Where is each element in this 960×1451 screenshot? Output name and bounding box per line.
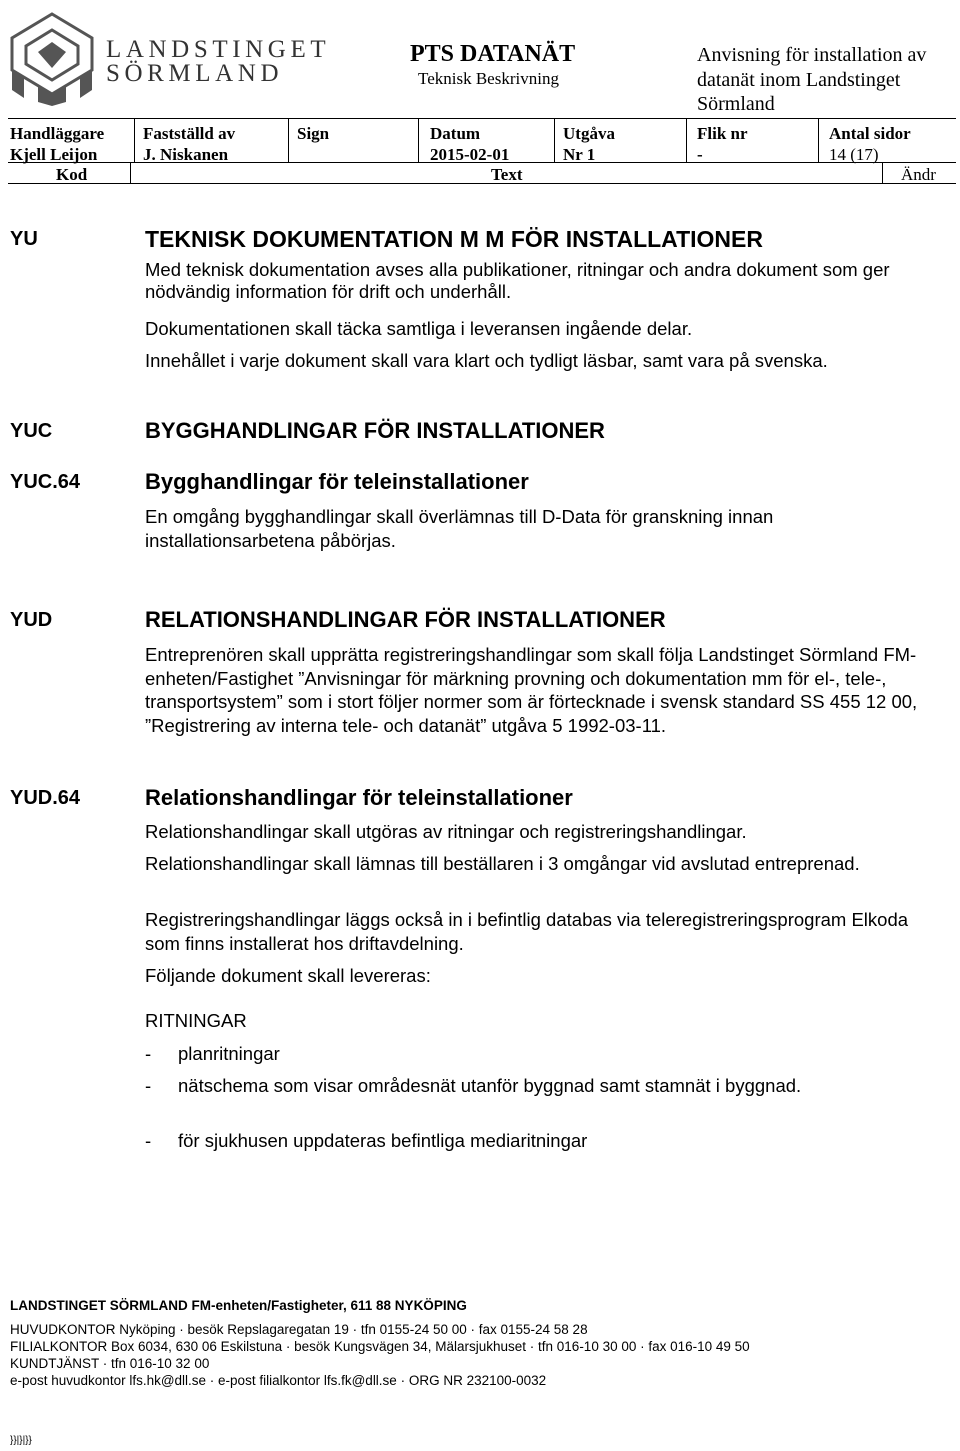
column-header-andr: Ändr — [901, 165, 936, 184]
fliknr-label: Flik nr — [697, 124, 748, 143]
paragraph: En omgång bygghandlingar skall överlämnas till D-Data för granskning innan installationsarbetena påbörjas. — [145, 506, 774, 551]
grid-line — [130, 162, 131, 184]
logo-text-line2: SÖRMLAND — [106, 60, 284, 87]
footer-line: HUVUDKONTOR Nyköping · besök Repslagaregatan 19 · tfn 0155-24 50 00 · fax 0155-24 58 28 — [10, 1322, 588, 1337]
grid-line — [882, 162, 883, 184]
paragraph: Dokumentationen skall täcka samtliga i leveransen ingående delar. — [145, 318, 693, 339]
section-code-yuc64: YUC.64 — [10, 471, 81, 493]
utgava-value: Nr 1 — [563, 145, 596, 164]
section-heading-yuc: BYGGHANDLINGAR FÖR INSTALLATIONER — [145, 418, 605, 443]
antal-sidor-value: 14 (17) — [829, 145, 879, 164]
list-title: RITNINGAR — [145, 1010, 247, 1031]
paragraph: Entreprenören skall upprätta registreringshandlingar som skall följa Landstinget Sörmland FM-enheten/Fastighet ”Anvisningar för märkning provning och dokumentation mm för el-, tele-, transportsystem” som i stort följer normer som är förtecknade i svensk standard SS 455 12 00, ”Registrering av interna tele- och datanät” utgåva 5 1992-03-11. — [145, 644, 918, 736]
paragraph: Innehållet i varje dokument skall vara klart och tydligt läsbar, samt vara på svenska. — [145, 350, 828, 371]
paragraph: Med teknisk dokumentation avses alla publikationer, ritningar och andra dokument som ger nödvändig information för drift och underhåll. — [145, 259, 890, 302]
faststalld-value: J. Niskanen — [143, 145, 229, 164]
section-heading-yud: RELATIONSHANDLINGAR FÖR INSTALLATIONER — [145, 607, 666, 632]
section-code-yuc: YUC — [10, 420, 53, 442]
faststalld-label: Fastställd av — [143, 124, 236, 143]
footer-line: FILIALKONTOR Box 6034, 630 06 Eskilstuna · besök Kungsvägen 34, Mälarsjukhuset · tfn 016-10 30 00 · fax 016-10 49 50 — [10, 1339, 750, 1354]
header-divider-bottom — [8, 183, 956, 184]
datum-value: 2015-02-01 — [430, 145, 510, 164]
grid-line — [134, 118, 135, 162]
grid-line — [554, 118, 555, 162]
grid-line — [288, 118, 289, 162]
paragraph: Följande dokument skall levereras: — [145, 965, 431, 986]
list-item-text: planritningar — [178, 1043, 280, 1064]
paragraph: Relationshandlingar skall utgöras av ritningar och registreringshandlingar. — [145, 821, 747, 842]
utgava-label: Utgåva — [563, 124, 615, 143]
grid-line — [686, 118, 687, 162]
section-code-yud: YUD — [10, 609, 53, 631]
sign-label: Sign — [297, 124, 330, 143]
column-header-kod: Kod — [56, 165, 88, 184]
grid-line — [418, 118, 419, 162]
document-title: PTS DATANÄT — [410, 41, 576, 67]
list-item-text: nätschema som visar områdesnät utanför byggnad samt stamnät i byggnad. — [178, 1075, 802, 1096]
list-dash: - — [145, 1043, 152, 1064]
paragraph: Relationshandlingar skall lämnas till beställaren i 3 omgångar vid avslutad entreprenad. — [145, 853, 860, 874]
section-heading-yuc64: Bygghandlingar för teleinstallationer — [145, 469, 529, 494]
footer-title: LANDSTINGET SÖRMLAND FM-enheten/Fastigheter, 611 88 NYKÖPING — [10, 1298, 467, 1313]
section-code-yud64: YUD.64 — [10, 787, 81, 809]
list-dash: - — [145, 1130, 152, 1151]
handlaggare-value: Kjell Leijon — [10, 145, 98, 164]
antal-sidor-label: Antal sidor — [829, 124, 911, 143]
section-code-yu: YU — [10, 228, 38, 250]
fliknr-value: - — [697, 145, 703, 164]
grid-line — [818, 118, 819, 162]
section-heading-yu: TEKNISK DOKUMENTATION M M FÖR INSTALLATIONER — [145, 226, 763, 252]
footer-line: e-post huvudkontor lfs.hk@dll.se · e-post filialkontor lfs.fk@dll.se · ORG NR 232100-0032 — [10, 1373, 547, 1388]
instruction-title: Anvisning för installation av datanät inom Landstinget Sörmland — [697, 44, 927, 115]
header-divider-middle — [8, 162, 956, 163]
logo-mark — [8, 10, 96, 106]
header-divider-top — [8, 118, 956, 119]
column-header-text: Text — [491, 165, 523, 184]
logo-text-line1: LANDSTINGET — [106, 36, 331, 63]
document-subtitle: Teknisk Beskrivning — [418, 69, 559, 88]
list-dash: - — [145, 1075, 152, 1096]
datum-label: Datum — [430, 124, 481, 143]
paragraph: Registreringshandlingar läggs också in i befintlig databas via teleregistreringsprogram Elkoda som finns installerat hos driftavdelning. — [145, 909, 909, 954]
handlaggare-label: Handläggare — [10, 124, 105, 143]
footer-mark: }}|}|}} — [10, 1435, 32, 1446]
section-heading-yud64: Relationshandlingar för teleinstallationer — [145, 785, 573, 810]
footer-line: KUNDTJÄNST · tfn 016-10 32 00 — [10, 1356, 210, 1371]
list-item-text: för sjukhusen uppdateras befintliga mediaritningar — [178, 1130, 588, 1151]
